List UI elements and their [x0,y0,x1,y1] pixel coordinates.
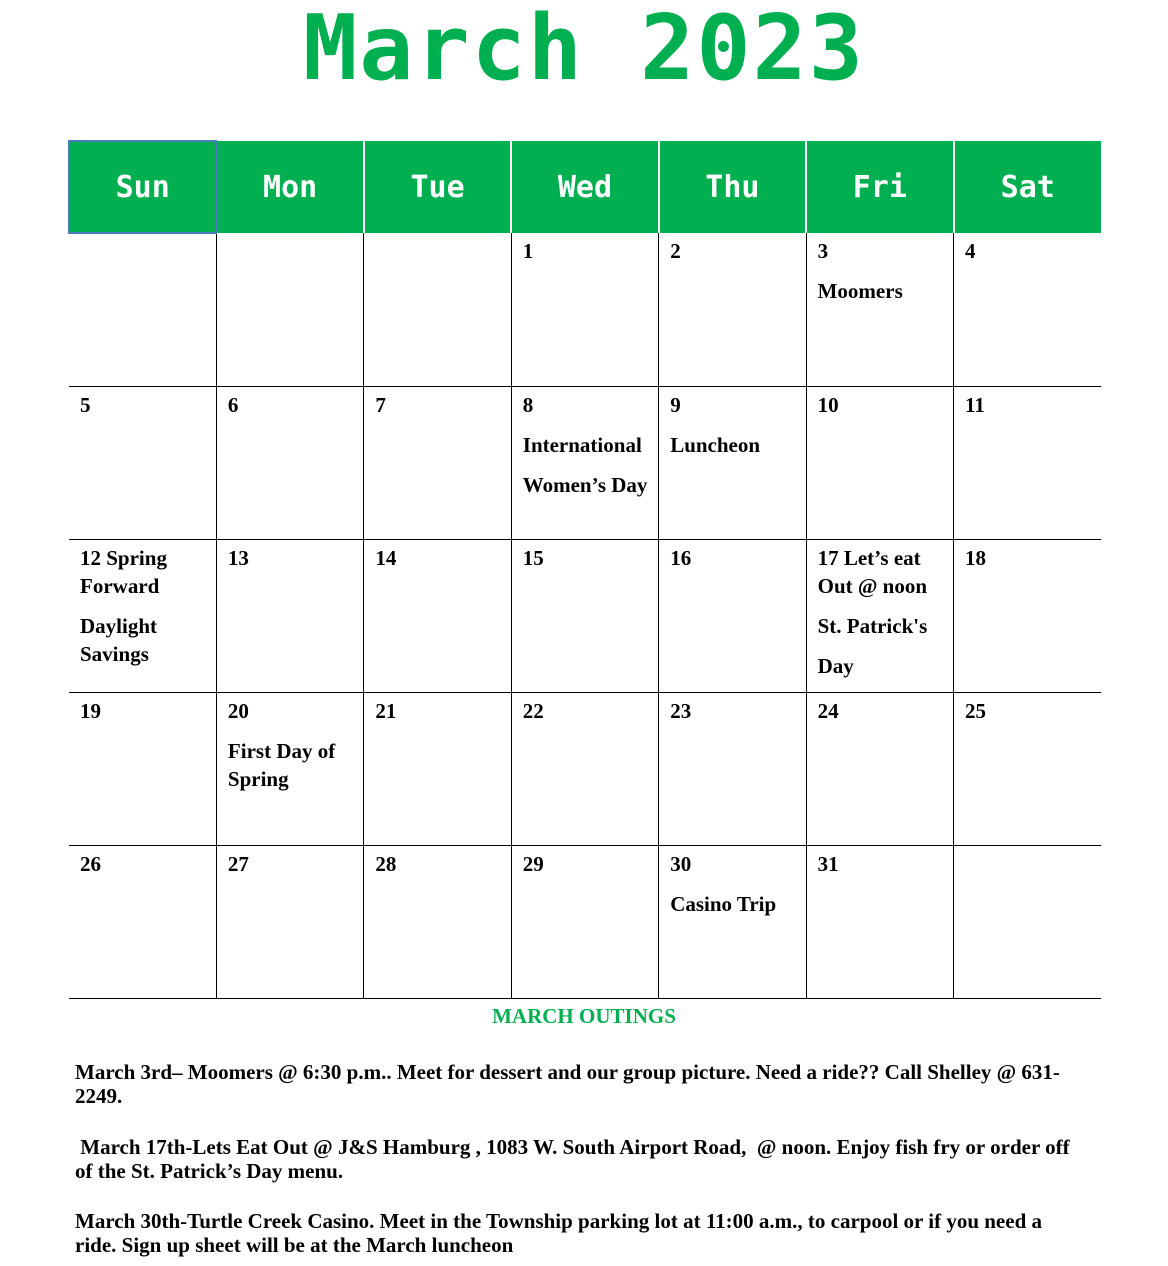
weekday-header: Tue [364,141,511,233]
day-number: 31 [817,851,839,876]
day-cell [659,692,806,845]
weekday-header: Sat [954,141,1101,233]
day-cell [954,539,1101,692]
day-number: 4 [965,239,976,263]
day-number: 29 [522,851,544,876]
day-cell [954,845,1101,998]
day-event: Daylight Savings [80,613,158,666]
outings-title: MARCH OUTINGS [492,1004,676,1028]
weekday-header: Thu [659,141,806,233]
day-number: 23 [670,698,692,723]
day-number: 2 [670,239,681,263]
day-cell [511,386,658,539]
weekday-header: Mon [216,141,363,233]
day-number: 10 [817,392,839,417]
day-number: 5 [80,392,91,417]
day-number: 12 Spring Forward [80,545,167,598]
day-cell [69,692,216,845]
day-event: Luncheon [670,432,761,457]
day-cell [954,386,1101,539]
day-number: 17 Let’s eat Out @ noon [817,545,928,598]
day-cell [511,233,658,386]
outing-item: March 3rd– Moomers @ 6:30 p.m.. Meet for dessert and our group picture. Need a ride?? Call Shelley @ 631-2249. [75,1060,1060,1108]
day-number: 11 [965,392,985,417]
calendar-grid [68,140,1101,999]
day-number: 30 [670,851,692,876]
week-row [69,386,1101,539]
day-event: Day [817,653,854,678]
day-event: First Day of Spring [227,738,336,791]
weekday-header: Sun [69,141,216,233]
day-number: 18 [965,545,987,570]
week-row [69,845,1101,998]
page-title: March 2023 [303,0,865,101]
day-cell [659,845,806,998]
day-cell [364,845,511,998]
day-cell [216,539,363,692]
day-cell [364,233,511,386]
day-number: 14 [375,545,397,570]
outing-item: March 17th-Lets Eat Out @ J&S Hamburg , 1083 W. South Airport Road, @ noon. Enjoy fish fry or order off of the St. Patrick’s Day menu. [75,1135,1075,1183]
day-cell [69,233,216,386]
day-cell [364,539,511,692]
day-cell [806,233,953,386]
day-number: 27 [227,851,249,876]
day-cell [806,845,953,998]
day-number: 16 [670,545,692,570]
day-cell [216,233,363,386]
day-cell [511,845,658,998]
week-row [69,539,1101,692]
day-number: 20 [227,698,249,723]
day-cell [659,539,806,692]
day-cell [659,233,806,386]
day-number: 13 [227,545,249,570]
week-row [69,233,1101,386]
weekday-header: Wed [511,141,658,233]
day-number: 6 [227,392,239,417]
day-cell [69,539,216,692]
week-row [69,692,1101,845]
day-number: 1 [522,239,534,263]
day-cell [659,386,806,539]
day-cell [364,692,511,845]
day-event: International [522,432,642,457]
day-number: 24 [817,698,839,723]
weekday-header: Fri [806,141,953,233]
day-cell [69,386,216,539]
day-event: St. Patrick's [817,613,928,638]
day-cell [69,845,216,998]
day-number: 3 [817,239,829,263]
day-cell [216,386,363,539]
outing-item: March 30th-Turtle Creek Casino. Meet in the Township parking lot at 11:00 a.m., to carpool or if you need a ride. Sign up sheet will be at the March luncheon [75,1209,1042,1257]
day-number: 9 [670,392,681,417]
day-number: 26 [80,851,101,876]
day-cell [806,386,953,539]
day-cell [806,692,953,845]
day-cell [511,692,658,845]
day-cell [806,539,953,692]
day-cell [216,692,363,845]
day-cell [511,539,658,692]
day-number: 8 [522,392,534,417]
day-cell [954,233,1101,386]
day-number: 7 [375,392,386,417]
day-cell [954,692,1101,845]
day-number: 28 [375,851,397,876]
day-event: Moomers [817,279,903,303]
day-event: Casino Trip [670,891,777,916]
day-cell [216,845,363,998]
day-number: 21 [375,698,397,723]
day-cell [364,386,511,539]
day-number: 15 [522,545,544,570]
day-number: 25 [965,698,987,723]
day-number: 19 [80,698,101,723]
day-event: Women’s Day [522,472,648,497]
day-number: 22 [522,698,544,723]
weekday-header-row [69,141,1101,233]
